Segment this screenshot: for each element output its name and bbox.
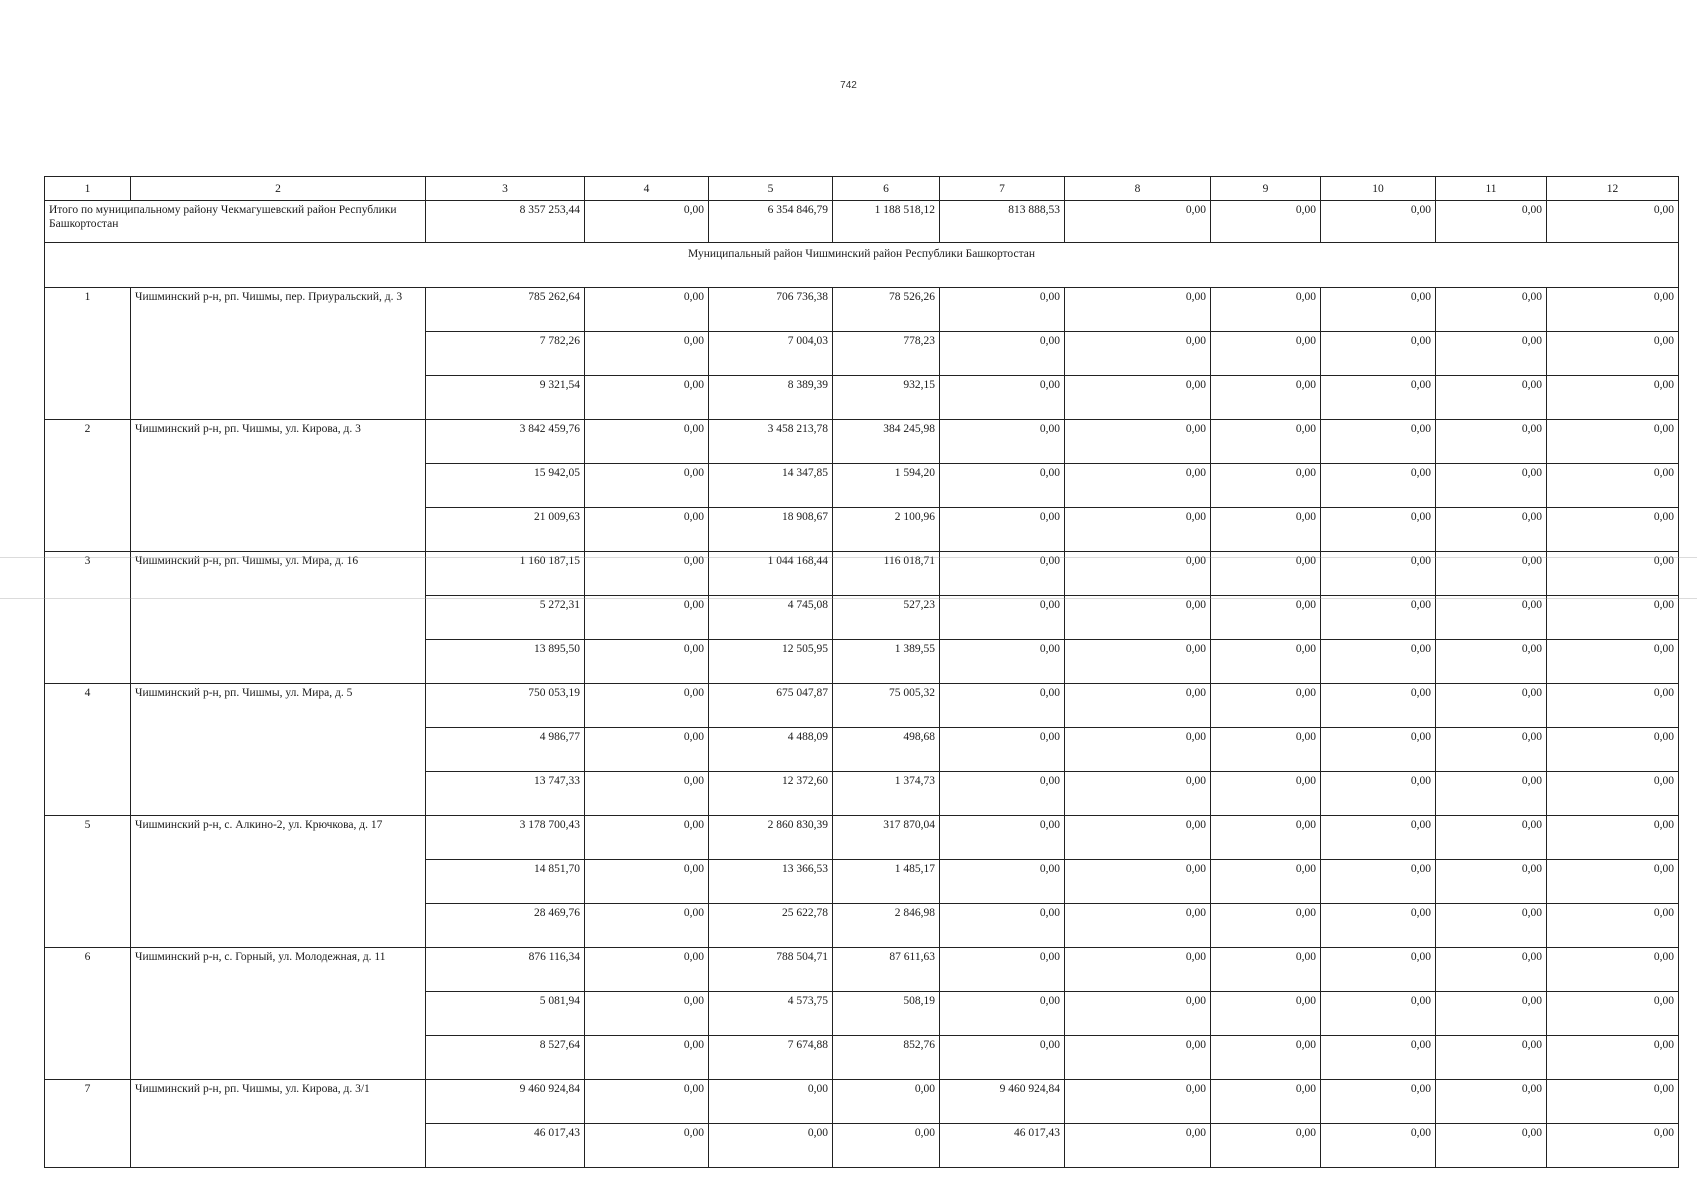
cell-value: 0,00 (1321, 376, 1436, 420)
cell-value: 1 594,20 (833, 464, 940, 508)
cell-value: 0,00 (940, 860, 1065, 904)
cell-value: 14 347,85 (709, 464, 833, 508)
cell-value: 0,00 (1065, 552, 1211, 596)
cell-value: 0,00 (1436, 728, 1547, 772)
cell-value: 25 622,78 (709, 904, 833, 948)
cell-value: 0,00 (1436, 948, 1547, 992)
cell-value: 0,00 (1321, 772, 1436, 816)
cell-value: 0,00 (1065, 684, 1211, 728)
cell-value: 0,00 (1211, 1036, 1321, 1080)
total-row (45, 201, 1679, 243)
cell-value: 0,00 (940, 508, 1065, 552)
cell-value: 0,00 (1211, 332, 1321, 376)
cell-value: 0,00 (1321, 596, 1436, 640)
column-number: 10 (1321, 177, 1436, 201)
cell-value: 0,00 (1211, 508, 1321, 552)
cell-value: 0,00 (1065, 596, 1211, 640)
cell-value: 778,23 (833, 332, 940, 376)
cell-value: 0,00 (1436, 596, 1547, 640)
table-row (45, 1080, 1679, 1124)
cell-value: 2 100,96 (833, 508, 940, 552)
cell-value: 15 942,05 (426, 464, 585, 508)
cell-value: 14 851,70 (426, 860, 585, 904)
cell-value: 5 081,94 (426, 992, 585, 1036)
cell-value: 0,00 (1321, 420, 1436, 464)
cell-value: 876 116,34 (426, 948, 585, 992)
cell-value: 0,00 (585, 772, 709, 816)
total-value: 813 888,53 (940, 201, 1065, 243)
cell-value: 5 272,31 (426, 596, 585, 640)
object-index: 5 (45, 816, 131, 948)
cell-value: 0,00 (709, 1124, 833, 1168)
cell-value: 0,00 (1211, 464, 1321, 508)
cell-value: 0,00 (1436, 992, 1547, 1036)
cell-value: 4 573,75 (709, 992, 833, 1036)
cell-value: 0,00 (1321, 1124, 1436, 1168)
cell-value: 0,00 (1436, 684, 1547, 728)
object-address: Чишминский р-н, рп. Чишмы, ул. Кирова, д. 3 (131, 420, 426, 552)
cell-value: 0,00 (1321, 552, 1436, 596)
cell-value: 0,00 (1211, 1124, 1321, 1168)
cell-value: 0,00 (1436, 772, 1547, 816)
cell-value: 3 458 213,78 (709, 420, 833, 464)
total-value: 6 354 846,79 (709, 201, 833, 243)
cell-value: 0,00 (585, 288, 709, 332)
cell-value: 0,00 (1065, 1124, 1211, 1168)
cell-value: 0,00 (1065, 376, 1211, 420)
cell-value: 0,00 (1321, 464, 1436, 508)
cell-value: 0,00 (940, 992, 1065, 1036)
cell-value: 0,00 (1547, 728, 1679, 772)
cell-value: 1 485,17 (833, 860, 940, 904)
cell-value: 0,00 (1211, 1080, 1321, 1124)
total-value: 0,00 (1211, 201, 1321, 243)
cell-value: 0,00 (1321, 860, 1436, 904)
column-number: 3 (426, 177, 585, 201)
cell-value: 0,00 (709, 1080, 833, 1124)
cell-value: 0,00 (585, 684, 709, 728)
cell-value: 0,00 (1321, 1036, 1436, 1080)
cell-value: 0,00 (585, 1124, 709, 1168)
cell-value: 0,00 (1547, 948, 1679, 992)
total-value: 0,00 (1065, 201, 1211, 243)
cell-value: 0,00 (1065, 420, 1211, 464)
cell-value: 0,00 (1211, 420, 1321, 464)
cell-value: 46 017,43 (940, 1124, 1065, 1168)
cell-value: 0,00 (1321, 728, 1436, 772)
cell-value: 0,00 (1547, 640, 1679, 684)
cell-value: 1 389,55 (833, 640, 940, 684)
cell-value: 8 527,64 (426, 1036, 585, 1080)
cell-value: 13 895,50 (426, 640, 585, 684)
cell-value: 0,00 (1211, 376, 1321, 420)
cell-value: 4 986,77 (426, 728, 585, 772)
cell-value: 0,00 (1436, 816, 1547, 860)
cell-value: 0,00 (585, 860, 709, 904)
cell-value: 1 044 168,44 (709, 552, 833, 596)
cell-value: 0,00 (1547, 508, 1679, 552)
column-number: 12 (1547, 177, 1679, 201)
table-row (45, 684, 1679, 728)
cell-value: 788 504,71 (709, 948, 833, 992)
section-title: Муниципальный район Чишминский район Республики Башкортостан (45, 243, 1679, 288)
cell-value: 0,00 (940, 640, 1065, 684)
cell-value: 0,00 (940, 684, 1065, 728)
cell-value: 116 018,71 (833, 552, 940, 596)
cell-value: 0,00 (1436, 464, 1547, 508)
cell-value: 0,00 (1436, 508, 1547, 552)
cell-value: 750 053,19 (426, 684, 585, 728)
cell-value: 28 469,76 (426, 904, 585, 948)
cell-value: 75 005,32 (833, 684, 940, 728)
cell-value: 0,00 (940, 816, 1065, 860)
cell-value: 0,00 (940, 596, 1065, 640)
cell-value: 0,00 (1065, 508, 1211, 552)
cell-value: 0,00 (1065, 948, 1211, 992)
cell-value: 0,00 (1065, 772, 1211, 816)
cell-value: 0,00 (1547, 860, 1679, 904)
cell-value: 0,00 (833, 1124, 940, 1168)
cell-value: 0,00 (585, 464, 709, 508)
cell-value: 0,00 (940, 772, 1065, 816)
table-row (45, 420, 1679, 464)
object-address: Чишминский р-н, рп. Чишмы, пер. Приуральский, д. 3 (131, 288, 426, 420)
cell-value: 0,00 (1321, 904, 1436, 948)
object-index: 4 (45, 684, 131, 816)
cell-value: 0,00 (1436, 332, 1547, 376)
cell-value: 0,00 (1547, 1124, 1679, 1168)
cell-value: 0,00 (1065, 464, 1211, 508)
cell-value: 0,00 (1065, 728, 1211, 772)
cell-value: 0,00 (1436, 860, 1547, 904)
cell-value: 87 611,63 (833, 948, 940, 992)
cell-value: 2 860 830,39 (709, 816, 833, 860)
cell-value: 0,00 (585, 728, 709, 772)
cell-value: 0,00 (1211, 860, 1321, 904)
cell-value: 0,00 (1547, 332, 1679, 376)
column-number: 4 (585, 177, 709, 201)
cell-value: 0,00 (1436, 288, 1547, 332)
cell-value: 0,00 (585, 552, 709, 596)
cell-value: 0,00 (940, 464, 1065, 508)
object-index: 3 (45, 552, 131, 684)
cell-value: 0,00 (1065, 1080, 1211, 1124)
cell-value: 0,00 (1065, 860, 1211, 904)
total-value: 8 357 253,44 (426, 201, 585, 243)
cell-value: 0,00 (585, 1036, 709, 1080)
cell-value: 0,00 (1547, 1036, 1679, 1080)
total-value: 0,00 (1547, 201, 1679, 243)
column-number: 8 (1065, 177, 1211, 201)
cell-value: 527,23 (833, 596, 940, 640)
cell-value: 0,00 (940, 728, 1065, 772)
column-number: 11 (1436, 177, 1547, 201)
cell-value: 0,00 (1436, 1036, 1547, 1080)
cell-value: 0,00 (1547, 420, 1679, 464)
cell-value: 0,00 (1211, 596, 1321, 640)
report-table (44, 176, 1679, 1168)
cell-value: 9 460 924,84 (940, 1080, 1065, 1124)
total-value: 1 188 518,12 (833, 201, 940, 243)
cell-value: 0,00 (1547, 288, 1679, 332)
page-number: 742 (840, 80, 857, 91)
cell-value: 0,00 (940, 288, 1065, 332)
table-row (45, 816, 1679, 860)
cell-value: 0,00 (1321, 684, 1436, 728)
column-number: 6 (833, 177, 940, 201)
column-number-header (45, 177, 1679, 201)
cell-value: 0,00 (1547, 904, 1679, 948)
cell-value: 0,00 (585, 904, 709, 948)
column-number: 7 (940, 177, 1065, 201)
object-address: Чишминский р-н, рп. Чишмы, ул. Мира, д. 5 (131, 684, 426, 816)
object-index: 7 (45, 1080, 131, 1168)
cell-value: 0,00 (585, 816, 709, 860)
cell-value: 317 870,04 (833, 816, 940, 860)
total-label: Итого по муниципальному району Чекмагушевский район Республики Башкортостан (45, 201, 426, 243)
cell-value: 0,00 (1321, 992, 1436, 1036)
cell-value: 0,00 (1065, 288, 1211, 332)
cell-value: 4 488,09 (709, 728, 833, 772)
cell-value: 0,00 (1547, 992, 1679, 1036)
cell-value: 2 846,98 (833, 904, 940, 948)
cell-value: 3 178 700,43 (426, 816, 585, 860)
cell-value: 508,19 (833, 992, 940, 1036)
table-row (45, 288, 1679, 332)
cell-value: 0,00 (1211, 288, 1321, 332)
column-number: 2 (131, 177, 426, 201)
cell-value: 7 674,88 (709, 1036, 833, 1080)
cell-value: 1 374,73 (833, 772, 940, 816)
cell-value: 0,00 (1547, 816, 1679, 860)
cell-value: 0,00 (1436, 1124, 1547, 1168)
cell-value: 0,00 (1211, 948, 1321, 992)
cell-value: 0,00 (1065, 992, 1211, 1036)
cell-value: 0,00 (1436, 552, 1547, 596)
cell-value: 0,00 (1211, 772, 1321, 816)
cell-value: 8 389,39 (709, 376, 833, 420)
cell-value: 46 017,43 (426, 1124, 585, 1168)
cell-value: 0,00 (1321, 332, 1436, 376)
cell-value: 0,00 (1547, 376, 1679, 420)
object-index: 2 (45, 420, 131, 552)
cell-value: 0,00 (1436, 904, 1547, 948)
cell-value: 0,00 (1547, 596, 1679, 640)
cell-value: 0,00 (585, 640, 709, 684)
cell-value: 0,00 (1547, 552, 1679, 596)
cell-value: 0,00 (1321, 948, 1436, 992)
cell-value: 0,00 (585, 596, 709, 640)
cell-value: 0,00 (1211, 640, 1321, 684)
scan-artifact (0, 557, 1697, 558)
cell-value: 13 366,53 (709, 860, 833, 904)
cell-value: 9 460 924,84 (426, 1080, 585, 1124)
cell-value: 12 505,95 (709, 640, 833, 684)
cell-value: 0,00 (940, 332, 1065, 376)
cell-value: 0,00 (940, 552, 1065, 596)
cell-value: 0,00 (1547, 684, 1679, 728)
cell-value: 0,00 (1065, 332, 1211, 376)
cell-value: 0,00 (1436, 376, 1547, 420)
cell-value: 0,00 (1547, 464, 1679, 508)
cell-value: 12 372,60 (709, 772, 833, 816)
cell-value: 18 908,67 (709, 508, 833, 552)
total-value: 0,00 (1436, 201, 1547, 243)
cell-value: 7 782,26 (426, 332, 585, 376)
cell-value: 0,00 (585, 420, 709, 464)
object-address: Чишминский р-н, рп. Чишмы, ул. Кирова, д. 3/1 (131, 1080, 426, 1168)
cell-value: 21 009,63 (426, 508, 585, 552)
cell-value: 0,00 (940, 948, 1065, 992)
object-address: Чишминский р-н, рп. Чишмы, ул. Мира, д. 16 (131, 552, 426, 684)
cell-value: 13 747,33 (426, 772, 585, 816)
cell-value: 0,00 (1547, 1080, 1679, 1124)
cell-value: 0,00 (940, 904, 1065, 948)
cell-value: 0,00 (585, 376, 709, 420)
cell-value: 9 321,54 (426, 376, 585, 420)
scan-artifact (0, 598, 1697, 599)
cell-value: 852,76 (833, 1036, 940, 1080)
cell-value: 0,00 (1065, 816, 1211, 860)
cell-value: 0,00 (1436, 420, 1547, 464)
table-row (45, 552, 1679, 596)
cell-value: 0,00 (1211, 992, 1321, 1036)
object-index: 1 (45, 288, 131, 420)
cell-value: 7 004,03 (709, 332, 833, 376)
cell-value: 932,15 (833, 376, 940, 420)
cell-value: 675 047,87 (709, 684, 833, 728)
total-value: 0,00 (1321, 201, 1436, 243)
cell-value: 0,00 (1321, 508, 1436, 552)
column-number: 1 (45, 177, 131, 201)
cell-value: 0,00 (1065, 904, 1211, 948)
object-index: 6 (45, 948, 131, 1080)
cell-value: 0,00 (1065, 640, 1211, 684)
cell-value: 0,00 (1436, 1080, 1547, 1124)
cell-value: 0,00 (1211, 904, 1321, 948)
total-value: 0,00 (585, 201, 709, 243)
cell-value: 0,00 (1211, 552, 1321, 596)
cell-value: 0,00 (1321, 1080, 1436, 1124)
object-address: Чишминский р-н, с. Алкино-2, ул. Крючкова, д. 17 (131, 816, 426, 948)
object-address: Чишминский р-н, с. Горный, ул. Молодежная, д. 11 (131, 948, 426, 1080)
cell-value: 4 745,08 (709, 596, 833, 640)
cell-value: 0,00 (585, 332, 709, 376)
cell-value: 0,00 (1547, 772, 1679, 816)
cell-value: 0,00 (585, 948, 709, 992)
cell-value: 0,00 (1211, 728, 1321, 772)
cell-value: 0,00 (1211, 684, 1321, 728)
section-header-row (45, 243, 1679, 288)
cell-value: 384 245,98 (833, 420, 940, 464)
column-number: 9 (1211, 177, 1321, 201)
cell-value: 0,00 (1321, 288, 1436, 332)
cell-value: 498,68 (833, 728, 940, 772)
cell-value: 0,00 (833, 1080, 940, 1124)
cell-value: 0,00 (940, 1036, 1065, 1080)
table-body (45, 177, 1679, 1168)
cell-value: 706 736,38 (709, 288, 833, 332)
cell-value: 3 842 459,76 (426, 420, 585, 464)
cell-value: 785 262,64 (426, 288, 585, 332)
cell-value: 0,00 (1321, 816, 1436, 860)
cell-value: 0,00 (585, 992, 709, 1036)
cell-value: 0,00 (585, 508, 709, 552)
cell-value: 0,00 (1211, 816, 1321, 860)
table-row (45, 948, 1679, 992)
cell-value: 0,00 (940, 420, 1065, 464)
column-number: 5 (709, 177, 833, 201)
cell-value: 1 160 187,15 (426, 552, 585, 596)
cell-value: 0,00 (1436, 640, 1547, 684)
cell-value: 0,00 (1321, 640, 1436, 684)
cell-value: 0,00 (1065, 1036, 1211, 1080)
cell-value: 78 526,26 (833, 288, 940, 332)
cell-value: 0,00 (585, 1080, 709, 1124)
cell-value: 0,00 (940, 376, 1065, 420)
